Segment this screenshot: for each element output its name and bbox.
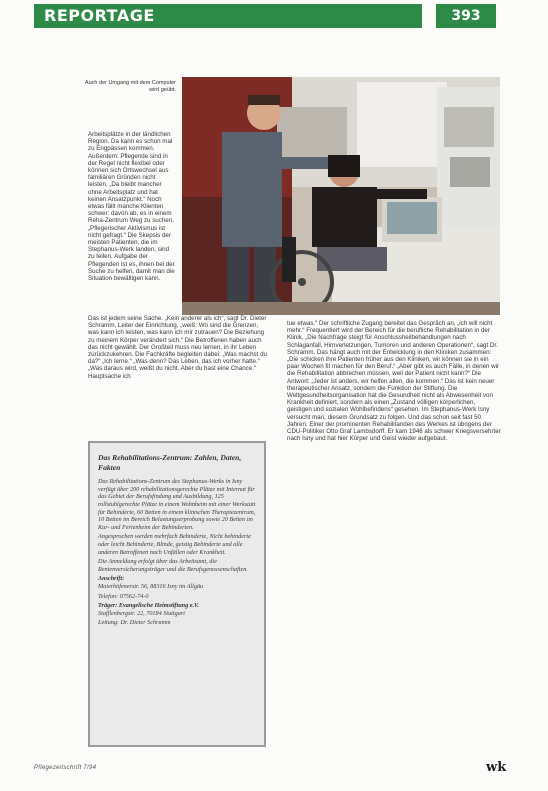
- article-column-right: tue etwas.“ Der schriftliche Zugang bereitet das Gespräch an, „ich will nicht mehr.“ Frequentiert wird der Bereich für die berufliche Rehabilitation in der Klinik. „Die Nachfrage steigt für Anschlussheilbehandlungen nach Schlaganfall, Hirnverletzungen, Tumoren und anderen Operationen“, sagt Dr. Schramm. Das hängt auch mit der Entwicklung in den Kliniken zusammen: „Die schicken ihre Patienten früher aus den Kliniken, wir können sie in ein paar Wochen fit machen für den Beruf.“ „Aber gibt es auch Fälle, in denen wir die Rehabilitation abbrechen müssen, weil der Patient nicht kann?“ Die Antwort: „Jeder ist anders, wir helfen allen, die kommen.“ Das ist kein neuer therapeutischer Ansatz, sondern die Funktion der Stiftung. Die Weltgesundheitsorganisation hat die Gesundheit nicht als Abwesenheit von Krankheit definiert, sondern als einen „Zustand völligen körperlichen, geistigen und sozialen Wohlbefindens“ gesehen. Im Stephanus-Werk Isny versucht man, diesem Grundsatz zu folgen. Und das schon seit fast 50 Jahren. Einer der prominenten Rehabilitanden des Werkes ist übrigens der CDU-Politiker Otto Graf Lambsdorff. Er kam 1946 als schwer Kriegsversehrter nach Isny und hat hier Körper und Geist wieder aufgebaut.: [287, 320, 501, 443]
- phone-line: Telefon: 07562-74-0: [98, 592, 149, 600]
- info-box: [88, 441, 266, 747]
- photo-caption: Auch der Umgang mit dem Computer wird geübt.: [84, 80, 176, 93]
- article-photo: [182, 77, 500, 315]
- info-box-title: Das Rehabilitations-Zentrum: Zahlen, Daten, Fakten: [98, 453, 242, 472]
- organization-street: Stafflenbergstr. 22, 70184 Stuttgart: [98, 609, 185, 617]
- article-column-left: Arbeitsplätze in der ländlichen Region. Da kann es schon mal zu Engpässen kommen. Außerdem: Pflegende sind in der Regel nicht flexibel oder können sich Ortswechsel aus familiären Gründen nicht leisten. „Da bleibt mancher ohne Arbeitsplatz und hat keinen Ansatzpunkt.“ Noch etwas fällt manche Klienten schwer: davon ab, es in einem Reha-Zentrum Weg zu suchen. „Pflegerischer Aktivismus ist nicht gefragt.“ Die Skepsis der meisten Patienten, die im Stephanus-Werk landen, sind zu teilen. Aufgabe der Pflegenden ist es, ihnen bei der Suche zu helfen, damit man die Situation bewältigen kann.: [88, 131, 175, 283]
- publisher-logo-icon: wk: [486, 760, 507, 775]
- address-label: Anschrift:: [98, 575, 125, 583]
- organization-name: Träger: Evangelische Heimstiftung e.V.: [98, 602, 199, 610]
- page-number: 393: [451, 8, 481, 24]
- info-box-paragraph: Angesprochen werden mehrfach Behinderte, Nicht behinderte oder leicht Behinderte, Blinde, geistig Behinderte und alle anderen Betroffenen nach Unfällen oder Krankheit.: [98, 533, 251, 556]
- section-title: REPORTAGE: [44, 6, 155, 25]
- organization-leader: Leitung: Dr. Dieter Schramm: [98, 619, 171, 627]
- info-box-paragraph: Die Anmeldung erfolgt über das Arbeitsamt, die Rentenversicherungsträger und die Berufsgenossenschaften.: [98, 558, 248, 573]
- info-box-paragraph: Das Rehabilitations-Zentrum des Stephanus-Werks in Isny verfügt über 200 rehabilitationsgerechte Plätze mit Internat für das Gebiet der Berufsfindung und Ausbildung, 125 rollstuhlgerechte Plätze in einem Wohnheim mit einer Werkstatt für Behinderte, 60 Betten in einem klinischen Therapiezentrum, 10 Betten im Bereich Belastungserprobung sowie 20 Betten im Kur- und Ferienheim der Behinderten.: [98, 478, 256, 531]
- article-column-left-continued: Das ist jedem seine Sache. „Kein anderer als ich“, sagt Dr. Dieter Schramm, Leiter der Einrichtung, „weiß: Wo sind die Grenzen, was kann ich leisten, was kann ich mir zutrauen? Die Beziehung zu meinem Körper verändert sich.“ Die Betroffenen haben auch das nicht gewählt. Der Großteil muss neu lernen, in ihr Leben zurückzukehren. Die Fachkräfte begleiten dabei: „Was machst du da?“ „Ich lerne.“ „Was denn? Das Leben, das ich vorher hatte.“ „Was daraus wird, weißt du nicht. Aber du hast eine Chance.“ Hauptsache ich: [88, 315, 267, 380]
- magazine-footer: Pflegezeitschrift 7/94: [34, 765, 97, 771]
- photo-illustration: [182, 77, 500, 315]
- address-line: Maierhöfenerstr. 56, 88316 Isny im Allgäu: [98, 582, 204, 590]
